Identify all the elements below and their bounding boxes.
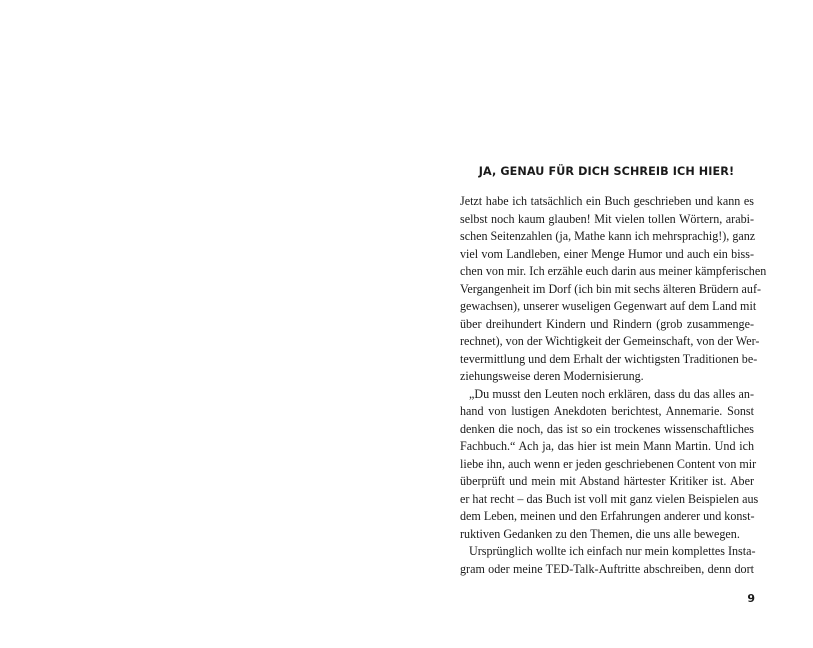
text-line: gram oder meine TED-Talk-Auftritte abschreiben, denn dort [460, 561, 754, 576]
text-line: denken die noch, das ist so ein trockenes wissenschaftliches [460, 421, 754, 436]
chapter-heading: JA, GENAU FÜR DICH SCHREIB ICH HIER! [478, 165, 735, 178]
left-page-blank [0, 0, 406, 648]
body-text [460, 193, 767, 578]
text-line: Jetzt habe ich tatsächlich ein Buch geschrieben und kann es [460, 194, 754, 208]
text-line: gewachsen), unserer wuseligen Gegenwart auf dem Land mit [460, 299, 757, 313]
text-line: viel vom Landleben, einer Menge Humor und auch ein biss- [460, 246, 754, 261]
text-line: Fachbuch.“ Ach ja, das hier ist mein Mann Martin. Und ich [460, 439, 754, 453]
text-line: liebe ihn, auch wenn er jeden geschriebenen Content von mir [460, 456, 757, 471]
page-number: 9 [747, 592, 755, 605]
text-line: hand von lustigen Anekdoten berichtest, Annemarie. Sonst [460, 404, 754, 418]
text-line: tevermittlung und dem Erhalt der wichtigsten Traditionen be- [460, 351, 758, 366]
text-line: selbst noch kaum glauben! Mit vielen tollen Wörtern, arabi- [460, 211, 754, 226]
text-line: ziehungsweise deren Modernisierung. [460, 369, 644, 383]
text-line: über dreihundert Kindern und Rindern (grob zusammenge- [460, 316, 754, 331]
text-line: Vergangenheit im Dorf (ich bin mit sechs älteren Brüdern auf- [460, 281, 762, 296]
text-line: chen von mir. Ich erzähle euch darin aus meiner kämpferischen [460, 264, 767, 278]
text-line: schen Seitenzahlen (ja, Mathe kann ich mehrsprachig!), ganz [460, 229, 756, 243]
text-line: er hat recht – das Buch ist voll mit ganz vielen Beispielen aus [460, 491, 759, 506]
text-line: dem Leben, meinen und den Erfahrungen anderer und konst- [460, 509, 755, 523]
text-line: ruktiven Gedanken zu den Themen, die uns alle bewegen. [460, 526, 740, 541]
text-line: „Du musst den Leuten noch erklären, dass du das alles an- [469, 386, 754, 401]
text-line: überprüft und mein mit Abstand härtester Kritiker ist. Aber [460, 474, 754, 488]
text-line: Ursprünglich wollte ich einfach nur mein komplettes Insta- [469, 544, 756, 558]
text-line: rechnet), von der Wichtigkeit der Gemeinschaft, von der Wer- [460, 334, 760, 348]
